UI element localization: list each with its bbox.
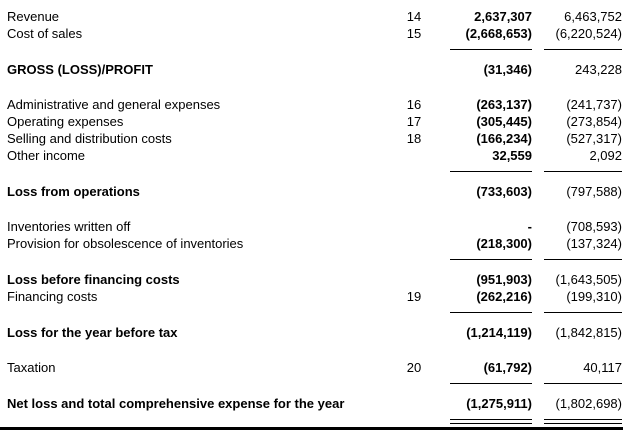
row-label: Loss before financing costs: [7, 272, 180, 287]
row-label: Loss for the year before tax: [7, 325, 178, 340]
rule-spacer: [7, 419, 396, 424]
row-note-number: 18: [406, 131, 422, 146]
rule-cell-prior: [532, 171, 622, 172]
statement-row: [0, 8, 623, 25]
rule-prior-column: [544, 259, 622, 260]
row-amount-prior-year: (527,317): [566, 131, 622, 146]
rule-cell-current: [432, 171, 532, 172]
statement-section: [0, 61, 623, 78]
row-label: Loss from operations: [7, 184, 140, 199]
row-amount-prior-year: (137,324): [566, 236, 622, 251]
row-label: Net loss and total comprehensive expense for the year: [7, 396, 345, 411]
statement-row: [0, 61, 623, 78]
rule-prior-column: [544, 383, 622, 384]
row-amount-current-year: (733,603): [476, 184, 532, 199]
statement-row: [0, 324, 623, 341]
row-label: Other income: [7, 148, 86, 163]
row-amount-prior-year: (708,593): [566, 219, 622, 234]
column-rule-row: [0, 419, 623, 424]
row-label: Provision for obsolescence of inventories: [7, 236, 244, 251]
row-amount-current-year: (166,234): [476, 131, 532, 146]
rule-current-column: [450, 312, 532, 313]
rule-cell-current: [432, 419, 532, 424]
rule-spacer: [396, 171, 432, 172]
rule-spacer: [7, 259, 396, 260]
row-amount-prior-year: 243,228: [575, 62, 622, 77]
statement-row: [0, 288, 623, 305]
row-amount-current-year: (61,792): [483, 360, 532, 375]
row-amount-prior-year: 40,117: [583, 360, 622, 375]
statement-row: [0, 395, 623, 412]
row-note-number: 15: [406, 26, 422, 41]
rule-spacer: [396, 49, 432, 50]
row-amount-current-year: (31,346): [483, 62, 532, 77]
page-bottom-rule: [0, 427, 623, 430]
rule-current-column: [450, 171, 532, 172]
statement-section: [0, 8, 623, 50]
row-note-number: 20: [406, 360, 422, 375]
row-note-number: [396, 324, 432, 341]
rule-cell-current: [432, 312, 532, 313]
row-amount-current-year: (263,137): [476, 97, 532, 112]
statement-row: [0, 359, 623, 376]
rule-spacer: [396, 383, 432, 384]
row-amount-current-year: (951,903): [476, 272, 532, 287]
row-amount-current-year: (262,216): [476, 289, 532, 304]
row-note-number: [396, 183, 432, 200]
row-label: GROSS (LOSS)/PROFIT: [7, 62, 153, 77]
statement-row: [0, 113, 623, 130]
row-amount-current-year: (1,214,119): [466, 325, 532, 340]
rule-spacer: [7, 383, 396, 384]
rule-cell-current: [432, 49, 532, 50]
row-amount-prior-year: 2,092: [589, 148, 622, 163]
rule-prior-column: [544, 312, 622, 313]
row-note-number: 17: [406, 114, 422, 129]
rule-prior-column: [544, 419, 622, 424]
statement-row: [0, 271, 623, 288]
row-label: Selling and distribution costs: [7, 131, 172, 146]
row-note-number: 14: [406, 9, 422, 24]
statement-section: [0, 183, 623, 200]
statement-row: [0, 235, 623, 252]
row-label: Cost of sales: [7, 26, 83, 41]
row-label: Administrative and general expenses: [7, 97, 221, 112]
row-amount-current-year: 2,637,307: [474, 9, 532, 24]
statement-row: [0, 96, 623, 113]
statement-row: [0, 25, 623, 42]
row-label: Inventories written off: [7, 219, 131, 234]
row-amount-prior-year: (1,643,505): [555, 272, 622, 287]
rule-spacer: [7, 171, 396, 172]
row-label: Financing costs: [7, 289, 98, 304]
rule-spacer: [396, 419, 432, 424]
rule-current-column: [450, 49, 532, 50]
row-label: Revenue: [7, 9, 60, 24]
rule-cell-prior: [532, 383, 622, 384]
rule-prior-column: [544, 49, 622, 50]
row-note-number: 16: [406, 97, 422, 112]
rule-cell-prior: [532, 312, 622, 313]
rule-cell-current: [432, 259, 532, 260]
rule-cell-prior: [532, 49, 622, 50]
row-amount-prior-year: 6,463,752: [564, 9, 622, 24]
statement-row: [0, 183, 623, 200]
row-amount-current-year: (305,445): [476, 114, 532, 129]
rule-cell-prior: [532, 419, 622, 424]
row-note-number: 19: [406, 289, 422, 304]
row-note-number: [396, 147, 432, 164]
row-amount-current-year: (2,668,653): [465, 26, 532, 41]
row-note-number: [396, 61, 432, 78]
row-amount-current-year: (218,300): [476, 236, 532, 251]
rule-spacer: [396, 259, 432, 260]
row-amount-prior-year: (797,588): [566, 184, 622, 199]
rule-spacer: [396, 312, 432, 313]
rule-cell-prior: [532, 259, 622, 260]
row-label: Taxation: [7, 360, 56, 375]
row-amount-prior-year: (273,854): [566, 114, 622, 129]
statement-table: [0, 8, 623, 424]
row-note-number: [396, 218, 432, 235]
rule-current-column: [450, 383, 532, 384]
row-amount-current-year: 32,559: [492, 148, 532, 163]
row-amount-prior-year: (241,737): [566, 97, 622, 112]
row-note-number: [396, 235, 432, 252]
statement-row: [0, 130, 623, 147]
row-note-number: [396, 271, 432, 288]
row-amount-current-year: -: [527, 219, 532, 234]
rule-current-column: [450, 259, 532, 260]
column-rule-row: [0, 383, 623, 384]
rule-spacer: [7, 312, 396, 313]
column-rule-row: [0, 312, 623, 313]
row-amount-prior-year: (1,802,698): [555, 396, 622, 411]
statement-section: [0, 96, 623, 172]
column-rule-row: [0, 171, 623, 172]
statement-section: [0, 218, 623, 260]
statement-section: [0, 271, 623, 313]
statement-row: [0, 218, 623, 235]
statement-row: [0, 147, 623, 164]
column-rule-row: [0, 49, 623, 50]
row-amount-prior-year: (199,310): [566, 289, 622, 304]
row-note-number: [396, 395, 432, 412]
row-amount-current-year: (1,275,911): [466, 396, 532, 411]
statement-section: [0, 324, 623, 341]
statement-section: [0, 359, 623, 384]
rule-current-column: [450, 419, 532, 424]
rule-prior-column: [544, 171, 622, 172]
row-amount-prior-year: (1,842,815): [555, 325, 622, 340]
row-label: Operating expenses: [7, 114, 124, 129]
rule-cell-current: [432, 383, 532, 384]
rule-spacer: [7, 49, 396, 50]
column-rule-row: [0, 259, 623, 260]
statement-section: [0, 395, 623, 424]
row-amount-prior-year: (6,220,524): [555, 26, 622, 41]
